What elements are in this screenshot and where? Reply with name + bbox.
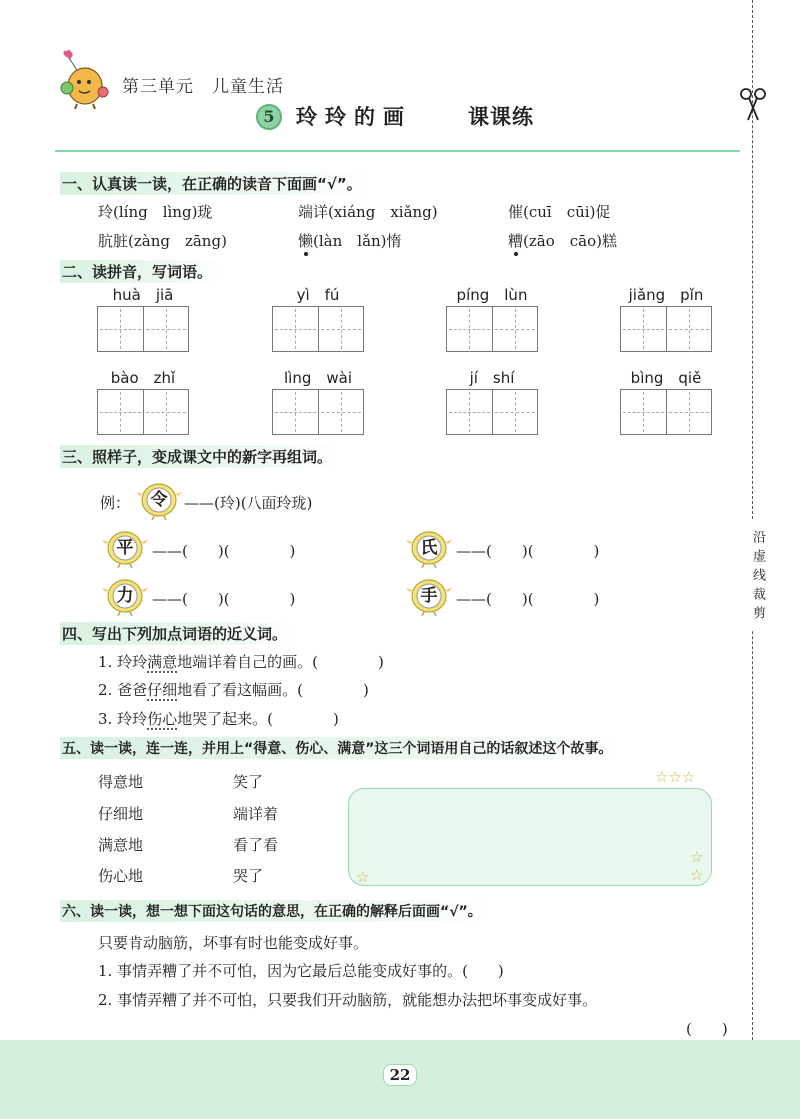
section6-heading: 六、读一读，想一想下面这句话的意思，在正确的解释后面画“√”。: [60, 900, 490, 922]
synonym-item: [98, 679, 369, 700]
answer-blank[interactable]: ——( )( ): [456, 542, 600, 560]
pinyin-label: píng lùn: [456, 286, 528, 304]
pinyin-label: huà jiā: [112, 286, 174, 304]
pinyin-label: yì fú: [296, 286, 340, 304]
writing-grid[interactable]: [620, 306, 712, 352]
writing-grid[interactable]: [97, 389, 189, 435]
option-1[interactable]: 1. 事情弄糟了并不可怕，因为它最后总能变成好事的。( ): [98, 962, 504, 980]
chick-char: [100, 528, 150, 568]
s1-item-6-rest: (zāo cāo)糕: [523, 232, 617, 250]
item-suffix: 地看了看这幅画。( ): [177, 681, 369, 699]
example-char: 令: [150, 490, 168, 510]
cut-instruction: 沿虚线裁剪: [740, 520, 768, 630]
left-word[interactable]: 仔细地: [98, 805, 144, 823]
section2-heading: 二、读拼音，写词语。: [60, 260, 220, 283]
item-prefix: 2. 爸爸: [98, 681, 148, 699]
writing-grid[interactable]: [446, 306, 538, 352]
base-char: 氏: [420, 538, 438, 558]
base-char: 手: [420, 586, 438, 606]
lesson-number-badge: 5: [256, 104, 282, 130]
header-divider: [55, 150, 740, 152]
left-word[interactable]: 满意地: [98, 836, 144, 854]
star-icon: ☆: [690, 866, 704, 884]
mascot-illustration: [55, 48, 117, 110]
right-word[interactable]: 看了看: [233, 836, 279, 854]
synonym-item: [98, 708, 339, 729]
dotted-word: 伤心: [147, 710, 178, 728]
right-word[interactable]: 笑了: [233, 773, 264, 791]
quote-sentence: 只要肯动脑筋，坏事有时也能变成好事。: [98, 934, 369, 952]
s1-item-5-rest: (làn lǎn)惰: [313, 232, 402, 250]
writing-grid[interactable]: [620, 389, 712, 435]
writing-grid[interactable]: [446, 389, 538, 435]
section4-heading: 四、写出下列加点词语的近义词。: [60, 622, 295, 645]
chick-char: [404, 576, 454, 616]
pinyin-label: bào zhǐ: [110, 369, 176, 387]
item-prefix: 1. 玲玲: [98, 653, 148, 671]
star-icon: ☆: [356, 868, 370, 886]
item-prefix: 3. 玲玲: [98, 710, 148, 728]
chick-char-example: [134, 480, 184, 520]
star-icon: ☆☆☆: [655, 768, 696, 786]
pinyin-label: jí shí: [469, 369, 515, 387]
story-writing-box[interactable]: [348, 788, 712, 886]
star-icon: ☆: [690, 848, 704, 866]
dotted-word: 仔细: [147, 681, 178, 699]
base-char: 力: [116, 586, 134, 606]
section5-heading: 五、读一读，连一连，并用上“得意、伤心、满意”这三个词语用自己的话叙述这个故事。: [60, 737, 620, 759]
right-word[interactable]: 端详着: [233, 805, 279, 823]
scissors-icon: [738, 88, 768, 122]
s1-item-2: 端详(xiáng xiǎng): [298, 203, 438, 221]
pinyin-label: jiǎng pǐn: [628, 286, 704, 304]
chick-char: [404, 528, 454, 568]
section3-heading: 三、照样子，变成课文中的新字再组词。: [60, 445, 340, 468]
answer-blank[interactable]: ——( )( ): [152, 590, 296, 608]
synonym-item: [98, 651, 384, 672]
right-word[interactable]: 哭了: [233, 867, 264, 885]
section1-heading: 一、认真读一读，在正确的读音下面画“√”。: [60, 172, 370, 195]
s1-dotted-char: 糟: [508, 232, 524, 250]
base-char: 平: [116, 538, 134, 558]
s1-dotted-char: 懒: [298, 232, 314, 250]
s1-item-3: 催(cuī cūi)促: [508, 203, 611, 221]
pinyin-label: bìng qiě: [630, 369, 702, 387]
s1-item-4: 肮脏(zàng zāng): [98, 232, 227, 250]
item-suffix: 地哭了起来。( ): [177, 710, 339, 728]
unit-label: 第三单元 儿童生活: [122, 77, 284, 97]
writing-grid[interactable]: [97, 306, 189, 352]
s1-item-6: [508, 230, 617, 251]
s1-item-1: 玲(líng lìng)珑: [98, 203, 213, 221]
chick-char: [100, 576, 150, 616]
s1-item-5: [298, 230, 402, 251]
page-number: 22: [383, 1064, 417, 1086]
answer-blank[interactable]: ——( )( ): [456, 590, 600, 608]
dotted-word: 满意: [147, 653, 178, 671]
example-label: 例：: [100, 494, 131, 512]
option-2-blank[interactable]: ( ): [686, 1020, 728, 1038]
pinyin-label: lìng wài: [284, 369, 352, 387]
writing-grid[interactable]: [272, 306, 364, 352]
lesson-tag: 课课练: [468, 104, 534, 129]
answer-blank[interactable]: ——( )( ): [152, 542, 296, 560]
writing-grid[interactable]: [272, 389, 364, 435]
option-2[interactable]: 2. 事情弄糟了并不可怕，只要我们开动脑筋，就能想办法把坏事变成好事。: [98, 991, 598, 1009]
example-answer: ——(玲)(八面玲珑): [184, 494, 313, 512]
item-suffix: 地端详着自己的画。( ): [177, 653, 384, 671]
left-word[interactable]: 得意地: [98, 773, 144, 791]
lesson-title: 玲玲的画: [296, 104, 412, 129]
left-word[interactable]: 伤心地: [98, 867, 144, 885]
